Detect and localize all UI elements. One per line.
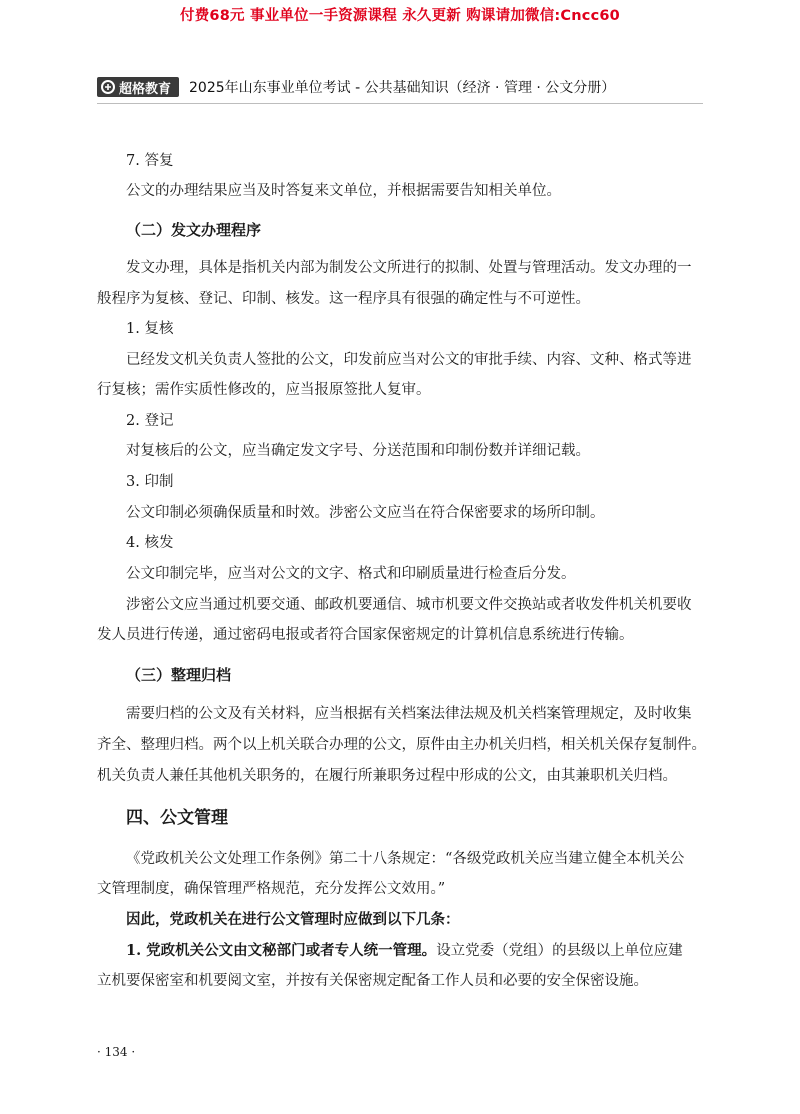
item-heading-reply: 7. 答复 bbox=[126, 153, 174, 169]
paragraph-line: 行复核；需作实质性修改的，应当报原签批人复审。 bbox=[97, 382, 431, 398]
paragraph-line: 发文办理，具体是指机关内部为制发公文所进行的拟制、处置与管理活动。发文办理的一 bbox=[126, 260, 692, 276]
header-title: 2025年山东事业单位考试 - 公共基础知识（经济 · 管理 · 公文分册） bbox=[189, 80, 616, 96]
paragraph-line: 立机要保密室和机要阅文室，并按有关保密规定配备工作人员和必要的安全保密设施。 bbox=[97, 973, 648, 989]
brand-logo bbox=[97, 77, 179, 97]
item-heading-distribute: 4. 核发 bbox=[126, 535, 174, 551]
paragraph-line: 公文的办理结果应当及时答复来文单位，并根据需要告知相关单位。 bbox=[126, 183, 561, 199]
paragraph-line bbox=[126, 941, 800, 961]
chapter-heading-management: 四、公文管理 bbox=[126, 808, 228, 828]
paragraph-line: 《党政机关公文处理工作条例》第二十八条规定：“各级党政机关应当建立健全本机关公 bbox=[126, 851, 685, 867]
paragraph-line: 文管理制度，确保管理严格规范，充分发挥公文效用。” bbox=[97, 881, 446, 897]
page-header bbox=[97, 76, 615, 98]
brand-logo-icon bbox=[101, 80, 115, 94]
paragraph-line: 已经发文机关负责人签批的公文，印发前应当对公文的审批手续、内容、文种、格式等进 bbox=[126, 352, 692, 368]
paragraph-line: 对复核后的公文，应当确定发文字号、分送范围和印制份数并详细记载。 bbox=[126, 443, 590, 459]
paragraph-line: 公文印制必须确保质量和时效。涉密公文应当在符合保密要求的场所印制。 bbox=[126, 505, 605, 521]
paragraph-line-bold: 因此，党政机关在进行公文管理时应做到以下几条： bbox=[126, 911, 460, 928]
item-heading-print: 3. 印制 bbox=[126, 474, 174, 490]
paragraph-line: 公文印制完毕，应当对公文的文字、格式和印刷质量进行检查后分发。 bbox=[126, 566, 576, 582]
paragraph-line: 齐全、整理归档。两个以上机关联合办理的公文，原件由主办机关归档，相关机关保存复制件。 bbox=[97, 737, 706, 753]
header-divider bbox=[97, 103, 703, 104]
paragraph-line: 机关负责人兼任其他机关职务的，在履行所兼职务过程中形成的公文，由其兼职机关归档。 bbox=[97, 768, 677, 784]
promo-banner: 付费68元 事业单位一手资源课程 永久更新 购课请加微信:Cncc60 bbox=[180, 8, 620, 24]
paragraph-line: 般程序为复核、登记、印制、核发。这一程序具有很强的确定性与不可逆性。 bbox=[97, 291, 590, 307]
paragraph-line: 需要归档的公文及有关材料，应当根据有关档案法律法规及机关档案管理规定，及时收集 bbox=[126, 706, 692, 722]
item-heading-register: 2. 登记 bbox=[126, 413, 174, 429]
bold-lead-text: 1. 党政机关公文由文秘部门或者专人统一管理。 bbox=[126, 942, 437, 959]
brand-logo-text: 超格教育 bbox=[119, 81, 172, 97]
section-heading-issuing: （二）发文办理程序 bbox=[126, 221, 262, 239]
paragraph-line: 发人员进行传递，通过密码电报或者符合国家保密规定的计算机信息系统进行传输。 bbox=[97, 627, 634, 643]
section-heading-archiving: （三）整理归档 bbox=[126, 666, 232, 684]
paragraph-text: 设立党委（党组）的县级以上单位应建 bbox=[436, 943, 683, 959]
page-number: · 134 · bbox=[97, 1045, 136, 1059]
item-heading-review: 1. 复核 bbox=[126, 321, 174, 337]
paragraph-line: 涉密公文应当通过机要交通、邮政机要通信、城市机要文件交换站或者收发件机关机要收 bbox=[126, 597, 692, 613]
